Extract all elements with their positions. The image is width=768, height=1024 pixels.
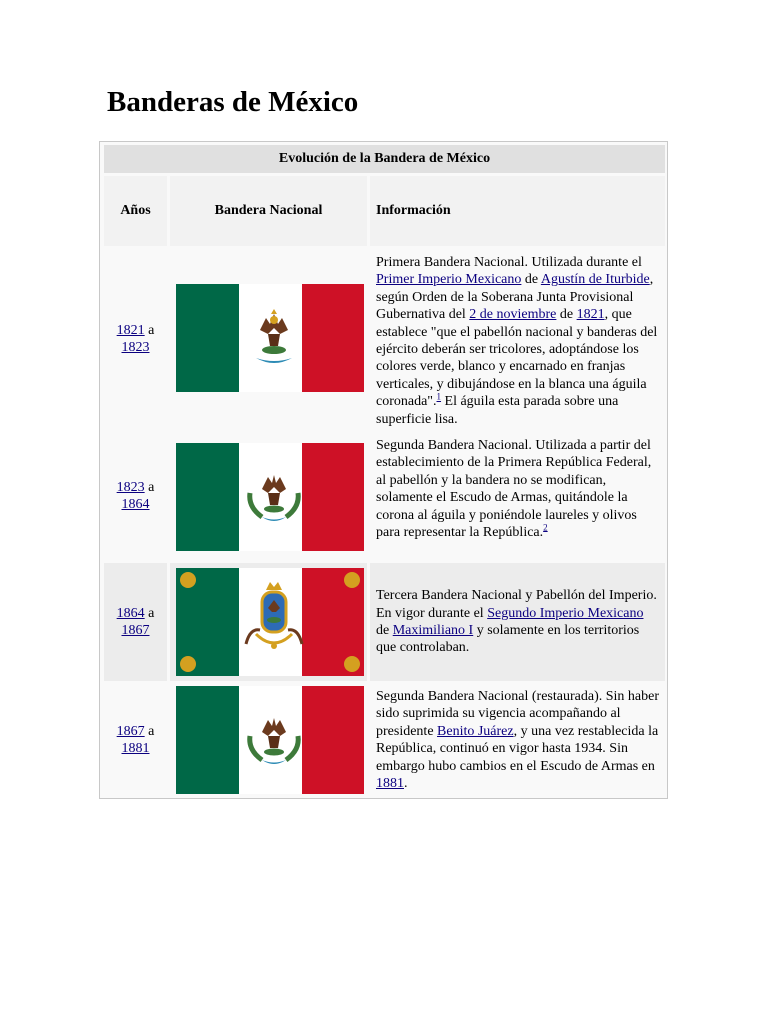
table-row-years xyxy=(104,432,167,560)
year-link[interactable]: 1867 xyxy=(116,723,145,739)
info-link[interactable]: Maximiliano I xyxy=(392,623,474,638)
year-sep: a xyxy=(148,479,155,495)
info-link[interactable]: 1881 xyxy=(376,776,404,792)
year-link[interactable]: 1864 xyxy=(116,605,145,621)
table-row-years xyxy=(104,249,167,429)
year-sep: a xyxy=(148,605,155,621)
header-info: Información xyxy=(370,176,665,246)
header-flag: Bandera Nacional xyxy=(170,176,367,246)
info-cell xyxy=(370,684,665,796)
flag-cell xyxy=(170,563,367,681)
year-link[interactable]: 1823 xyxy=(121,340,150,355)
info-text: de xyxy=(376,623,393,638)
info-cell xyxy=(370,432,665,560)
info-text: . xyxy=(404,776,408,792)
flag-cell xyxy=(170,684,367,796)
info-link[interactable]: Agustín de Iturbide xyxy=(540,272,650,288)
info-text: de xyxy=(556,307,577,323)
footnote-ref[interactable]: 1 xyxy=(436,391,442,402)
table-caption: Evolución de la Bandera de México xyxy=(104,145,665,173)
info-text: Segunda Bandera Nacional (restaurada). Sin haber sido suprimida su vigencia acompañando al presidente xyxy=(376,689,659,739)
flag-1821-image[interactable] xyxy=(176,284,364,392)
footnote-ref[interactable]: 2 xyxy=(543,522,548,533)
info-text: , que establece "que el pabellón nacional y banderas del ejército deberán ser tricolores, adoptándose los colores verde, blanco y encarnado en franjas verticales, y dibujándose en la blanca una águila coronada". xyxy=(376,307,658,410)
info-text: Tercera Bandera Nacional y Pabellón del Imperio. En vigor durante el xyxy=(376,588,657,621)
info-text: , según Orden de la Soberana Junta Provisional Gubernativa del xyxy=(376,272,654,323)
info-text: Primera Bandera Nacional. Utilizada durante el xyxy=(376,255,642,270)
page-title: Banderas de México xyxy=(107,86,359,118)
flag-cell xyxy=(170,432,367,560)
info-text: , y una vez restablecida la República, continuó en vigor hasta 1934. Sin embargo hubo cambios en el Escudo de Armas en xyxy=(376,723,659,774)
info-link[interactable]: Segundo Imperio Mexicano xyxy=(487,605,644,621)
table-row-years xyxy=(104,563,167,681)
info-link[interactable]: Benito Juárez xyxy=(437,723,514,739)
flag-1864-image[interactable] xyxy=(176,568,364,676)
flag-1867-image[interactable] xyxy=(176,686,364,794)
flag-1823-image[interactable] xyxy=(176,443,364,551)
info-text: El águila esta parada sobre una superficie lisa. xyxy=(376,394,619,427)
table-row-years xyxy=(104,684,167,796)
info-link[interactable]: Primer Imperio Mexicano xyxy=(376,272,522,288)
year-sep: a xyxy=(148,322,155,338)
info-cell xyxy=(370,249,665,429)
info-text: Segunda Bandera Nacional. Utilizada a partir del establecimiento de la Primera República Federal, al pabellón y la bandera no se modifican, solamente el Escudo de Armas, quitándole la corona al águila y poniéndole laureles y olivos para representar la República. xyxy=(376,438,652,541)
flag-cell xyxy=(170,249,367,429)
info-link[interactable]: 1821 xyxy=(576,307,605,323)
year-link[interactable]: 1864 xyxy=(121,497,150,512)
year-link[interactable]: 1821 xyxy=(116,322,145,338)
year-sep: a xyxy=(148,723,155,739)
year-link[interactable]: 1823 xyxy=(116,479,145,495)
info-link[interactable]: 2 de noviembre xyxy=(469,307,557,323)
info-cell xyxy=(370,563,665,681)
flags-table xyxy=(99,141,668,799)
info-text: de xyxy=(521,272,541,288)
year-link[interactable]: 1867 xyxy=(121,623,150,638)
info-text: y solamente en los territorios que controlaban. xyxy=(376,623,640,656)
header-years: Años xyxy=(104,176,167,246)
year-link[interactable]: 1881 xyxy=(121,741,150,756)
